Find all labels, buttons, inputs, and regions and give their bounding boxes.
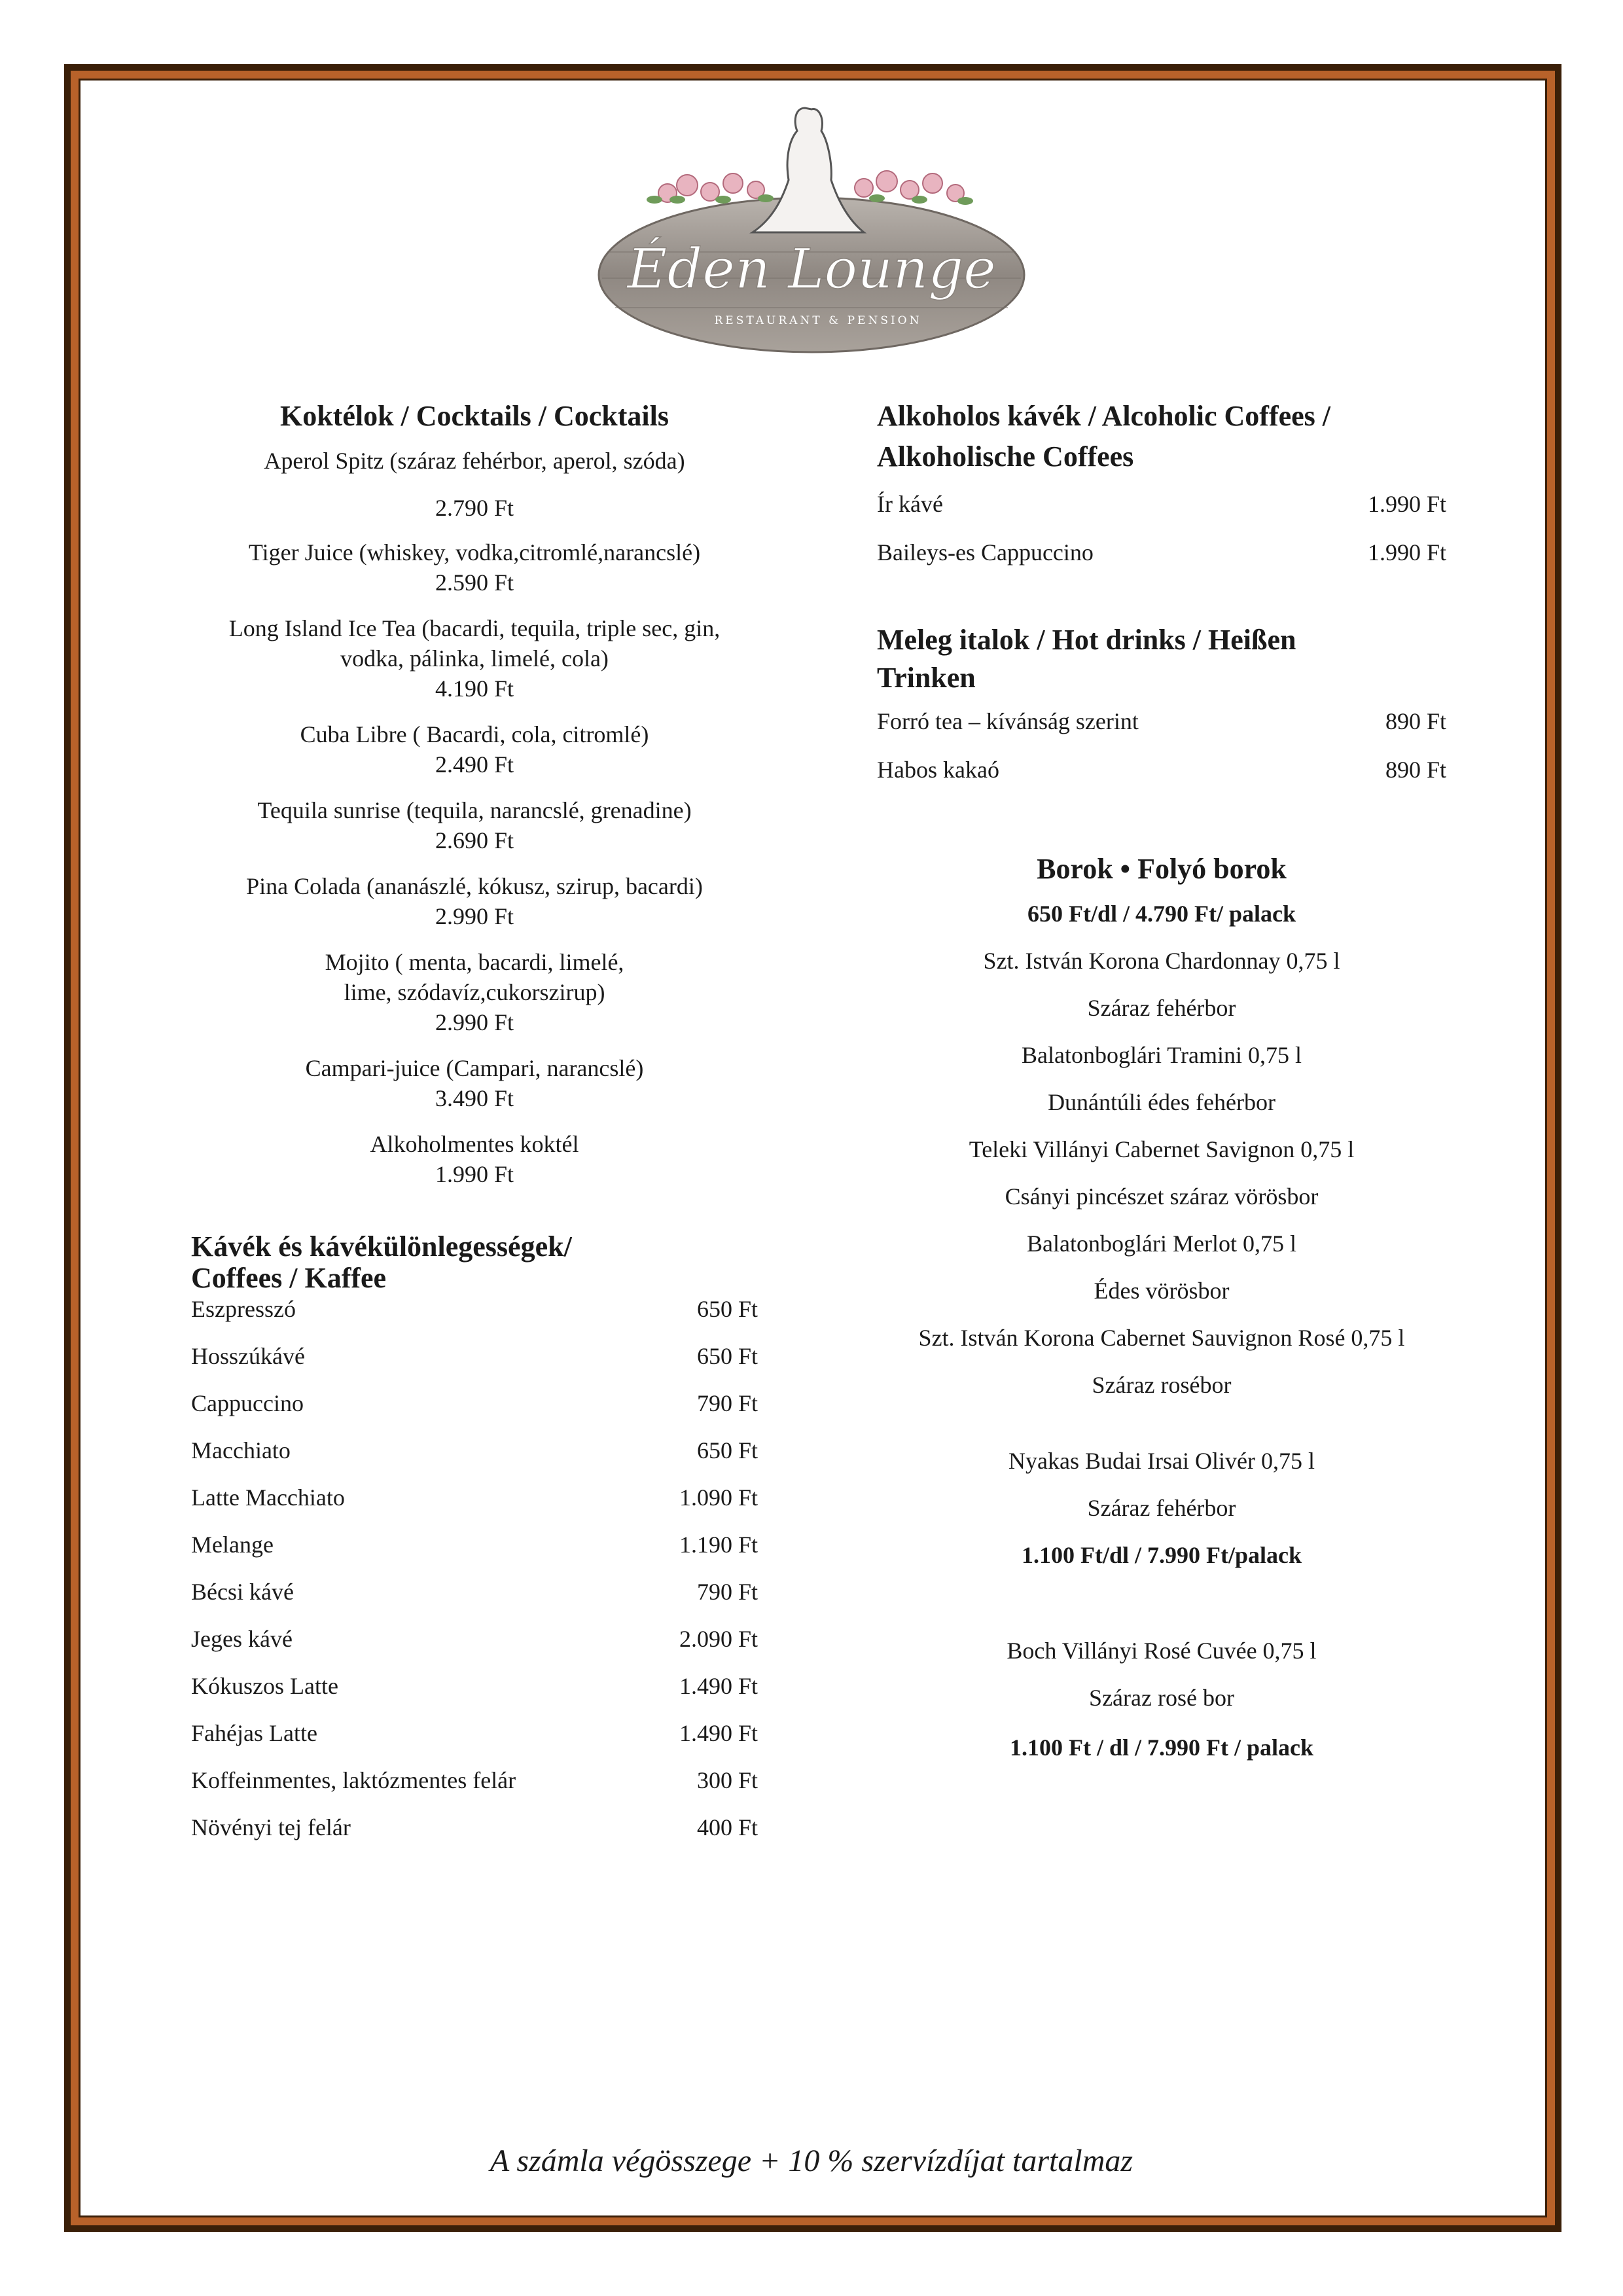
menu-item-name: Hosszúkávé bbox=[191, 1343, 305, 1369]
cocktail-price: 2.690 Ft bbox=[435, 827, 514, 853]
menu-item-price: 790 Ft bbox=[696, 1579, 758, 1605]
menu-item-price: 650 Ft bbox=[696, 1296, 758, 1322]
menu-item-name: Bécsi kávé bbox=[191, 1579, 294, 1605]
wines-price-line: 650 Ft/dl / 4.790 Ft/ palack bbox=[1027, 901, 1296, 927]
alcoholic-coffees-title-line2: Alkoholische Coffees bbox=[877, 440, 1134, 473]
menu-item-name: Macchiato bbox=[191, 1437, 291, 1463]
cocktails-title: Koktélok / Cocktails / Cocktails bbox=[279, 400, 669, 432]
cocktail-item bbox=[191, 1053, 758, 1113]
menu-item-price: 300 Ft bbox=[696, 1767, 758, 1793]
menu-item-price: 790 Ft bbox=[696, 1390, 758, 1416]
menu-item-name: Ír kávé bbox=[877, 491, 943, 517]
cocktail-name: Tiger Juice (whiskey, vodka,citromlé,narancslé) bbox=[248, 539, 701, 565]
wine-special-price: 1.100 Ft / dl / 7.990 Ft / palack bbox=[1009, 1734, 1313, 1761]
wine-description: Száraz fehérbor bbox=[1087, 995, 1236, 1021]
menu-row bbox=[191, 1294, 758, 1324]
hot-drinks-list bbox=[877, 706, 1446, 785]
menu-row bbox=[877, 755, 1446, 785]
menu-item-price: 650 Ft bbox=[696, 1437, 758, 1463]
cocktail-name: Long Island Ice Tea (bacardi, tequila, triple sec, gin, vodka, pálinka, limelé, cola) bbox=[228, 615, 721, 672]
wine-description: Édes vörösbor bbox=[1094, 1278, 1230, 1304]
menu-item-name: Jeges kávé bbox=[191, 1626, 293, 1652]
cocktail-name: Alkoholmentes koktél bbox=[370, 1131, 579, 1157]
wine-special-desc: Száraz fehérbor bbox=[1087, 1495, 1236, 1521]
alcoholic-coffee-list bbox=[877, 489, 1446, 567]
wine-special-name: Nyakas Budai Irsai Olivér 0,75 l bbox=[1008, 1448, 1315, 1474]
menu-row bbox=[877, 706, 1446, 736]
menu-item-name: Latte Macchiato bbox=[191, 1484, 345, 1511]
cocktail-item bbox=[191, 446, 758, 523]
menu-item-name: Habos kakaó bbox=[877, 757, 999, 783]
coffees-title-line2: Coffees / Kaffee bbox=[191, 1262, 387, 1294]
menu-item-name: Cappuccino bbox=[191, 1390, 304, 1416]
menu-item-price: 890 Ft bbox=[1385, 757, 1446, 783]
menu-row bbox=[191, 1812, 758, 1842]
menu-item-price: 1.490 Ft bbox=[679, 1720, 758, 1746]
cocktail-price: 1.990 Ft bbox=[435, 1161, 514, 1187]
menu-item-price: 1.990 Ft bbox=[1367, 491, 1446, 517]
wine-name: Balatonboglári Tramini 0,75 l bbox=[1022, 1042, 1302, 1068]
wine-special-desc: Száraz rosé bor bbox=[1089, 1685, 1234, 1711]
cocktail-name: Tequila sunrise (tequila, narancslé, grenadine) bbox=[257, 797, 692, 823]
wine-description: Dunántúli édes fehérbor bbox=[1048, 1089, 1275, 1115]
menu-item-price: 400 Ft bbox=[696, 1814, 758, 1840]
cocktail-name: Cuba Libre ( Bacardi, cola, citromlé) bbox=[300, 721, 649, 747]
logo-script-text: Éden Lounge bbox=[627, 237, 996, 301]
menu-item-name: Eszpresszó bbox=[191, 1296, 296, 1322]
cocktail-name: Mojito ( menta, bacardi, limelé, lime, szódavíz,cukorszirup) bbox=[325, 949, 624, 1005]
cocktail-name: Campari-juice (Campari, narancslé) bbox=[305, 1055, 644, 1081]
hot-drinks-title-line2: Trinken bbox=[877, 662, 976, 694]
menu-item-name: Forró tea – kívánság szerint bbox=[877, 708, 1139, 734]
wine-description: Száraz rosébor bbox=[1092, 1372, 1232, 1398]
logo-subtitle: RESTAURANT & PENSION bbox=[714, 314, 922, 327]
menu-row bbox=[191, 1388, 758, 1418]
left-column bbox=[191, 396, 758, 1859]
cocktail-item bbox=[191, 537, 758, 598]
menu-row bbox=[191, 1530, 758, 1560]
cocktail-price: 2.990 Ft bbox=[435, 903, 514, 929]
cocktail-name: Pina Colada (ananászlé, kókusz, szirup, bacardi) bbox=[246, 873, 703, 899]
menu-item-price: 2.090 Ft bbox=[679, 1626, 758, 1652]
menu-row bbox=[191, 1341, 758, 1371]
cocktail-price: 2.490 Ft bbox=[435, 751, 514, 778]
menu-row bbox=[191, 1718, 758, 1748]
menu-row bbox=[877, 489, 1446, 519]
eden-lounge-logo bbox=[589, 101, 1034, 357]
menu-row bbox=[191, 1577, 758, 1607]
menu-row bbox=[191, 1765, 758, 1795]
wine-name: Szt. István Korona Cabernet Sauvignon Rosé 0,75 l bbox=[918, 1325, 1405, 1351]
menu-item-price: 1.490 Ft bbox=[679, 1673, 758, 1699]
menu-item-price: 890 Ft bbox=[1385, 708, 1446, 734]
cocktail-item bbox=[191, 795, 758, 855]
wines-section bbox=[877, 849, 1446, 1763]
wine-name: Szt. István Korona Chardonnay 0,75 l bbox=[983, 948, 1340, 974]
menu-item-price: 1.090 Ft bbox=[679, 1484, 758, 1511]
cocktail-item bbox=[191, 1129, 758, 1189]
cocktail-item bbox=[191, 947, 758, 1037]
menu-item-price: 1.990 Ft bbox=[1367, 539, 1446, 565]
menu-item-price: 650 Ft bbox=[696, 1343, 758, 1369]
wine-name: Teleki Villányi Cabernet Savignon 0,75 l bbox=[969, 1136, 1355, 1162]
cocktail-price: 4.190 Ft bbox=[435, 675, 514, 702]
menu-item-name: Fahéjas Latte bbox=[191, 1720, 317, 1746]
menu-item-name: Baileys-es Cappuccino bbox=[877, 539, 1094, 565]
menu-row bbox=[191, 1671, 758, 1701]
alcoholic-coffees-title-line1: Alkoholos kávék / Alcoholic Coffees / bbox=[877, 400, 1331, 432]
menu-row bbox=[191, 1624, 758, 1654]
menu-item-name: Koffeinmentes, laktózmentes felár bbox=[191, 1767, 516, 1793]
cocktail-price: 2.590 Ft bbox=[435, 569, 514, 596]
menu-item-name: Melange bbox=[191, 1532, 274, 1558]
menu-row bbox=[191, 1435, 758, 1465]
menu-item-name: Növényi tej felár bbox=[191, 1814, 351, 1840]
menu-item-name: Kókuszos Latte bbox=[191, 1673, 338, 1699]
wine-list bbox=[877, 946, 1446, 1400]
cocktail-item bbox=[191, 871, 758, 931]
wine-special-name: Boch Villányi Rosé Cuvée 0,75 l bbox=[1007, 1638, 1317, 1664]
menu-item-price: 1.190 Ft bbox=[679, 1532, 758, 1558]
wine-description: Csányi pincészet száraz vörösbor bbox=[1005, 1183, 1319, 1210]
coffees-title-line1: Kávék és kávékülönlegességek/ bbox=[191, 1230, 572, 1263]
cocktail-name: Aperol Spitz (száraz fehérbor, aperol, szóda) bbox=[264, 448, 685, 474]
coffees-section bbox=[191, 1231, 758, 1842]
cocktail-price: 2.990 Ft bbox=[435, 1009, 514, 1035]
wine-special-price: 1.100 Ft/dl / 7.990 Ft/palack bbox=[1021, 1542, 1302, 1568]
cocktail-price: 2.790 Ft bbox=[435, 495, 514, 521]
cocktail-item bbox=[191, 613, 758, 704]
coffee-list bbox=[191, 1294, 758, 1842]
wine-name: Balatonboglári Merlot 0,75 l bbox=[1027, 1230, 1296, 1257]
cocktail-item bbox=[191, 719, 758, 780]
menu-row bbox=[877, 537, 1446, 567]
right-column bbox=[877, 396, 1446, 1763]
wines-title: Borok • Folyó borok bbox=[1037, 853, 1287, 885]
menu-row bbox=[191, 1482, 758, 1513]
cocktail-price: 3.490 Ft bbox=[435, 1085, 514, 1111]
hot-drinks-title-line1: Meleg italok / Hot drinks / Heißen bbox=[877, 624, 1296, 656]
service-charge-note: A számla végösszege + 10 % szervízdíjat tartalmaz bbox=[490, 2144, 1133, 2178]
